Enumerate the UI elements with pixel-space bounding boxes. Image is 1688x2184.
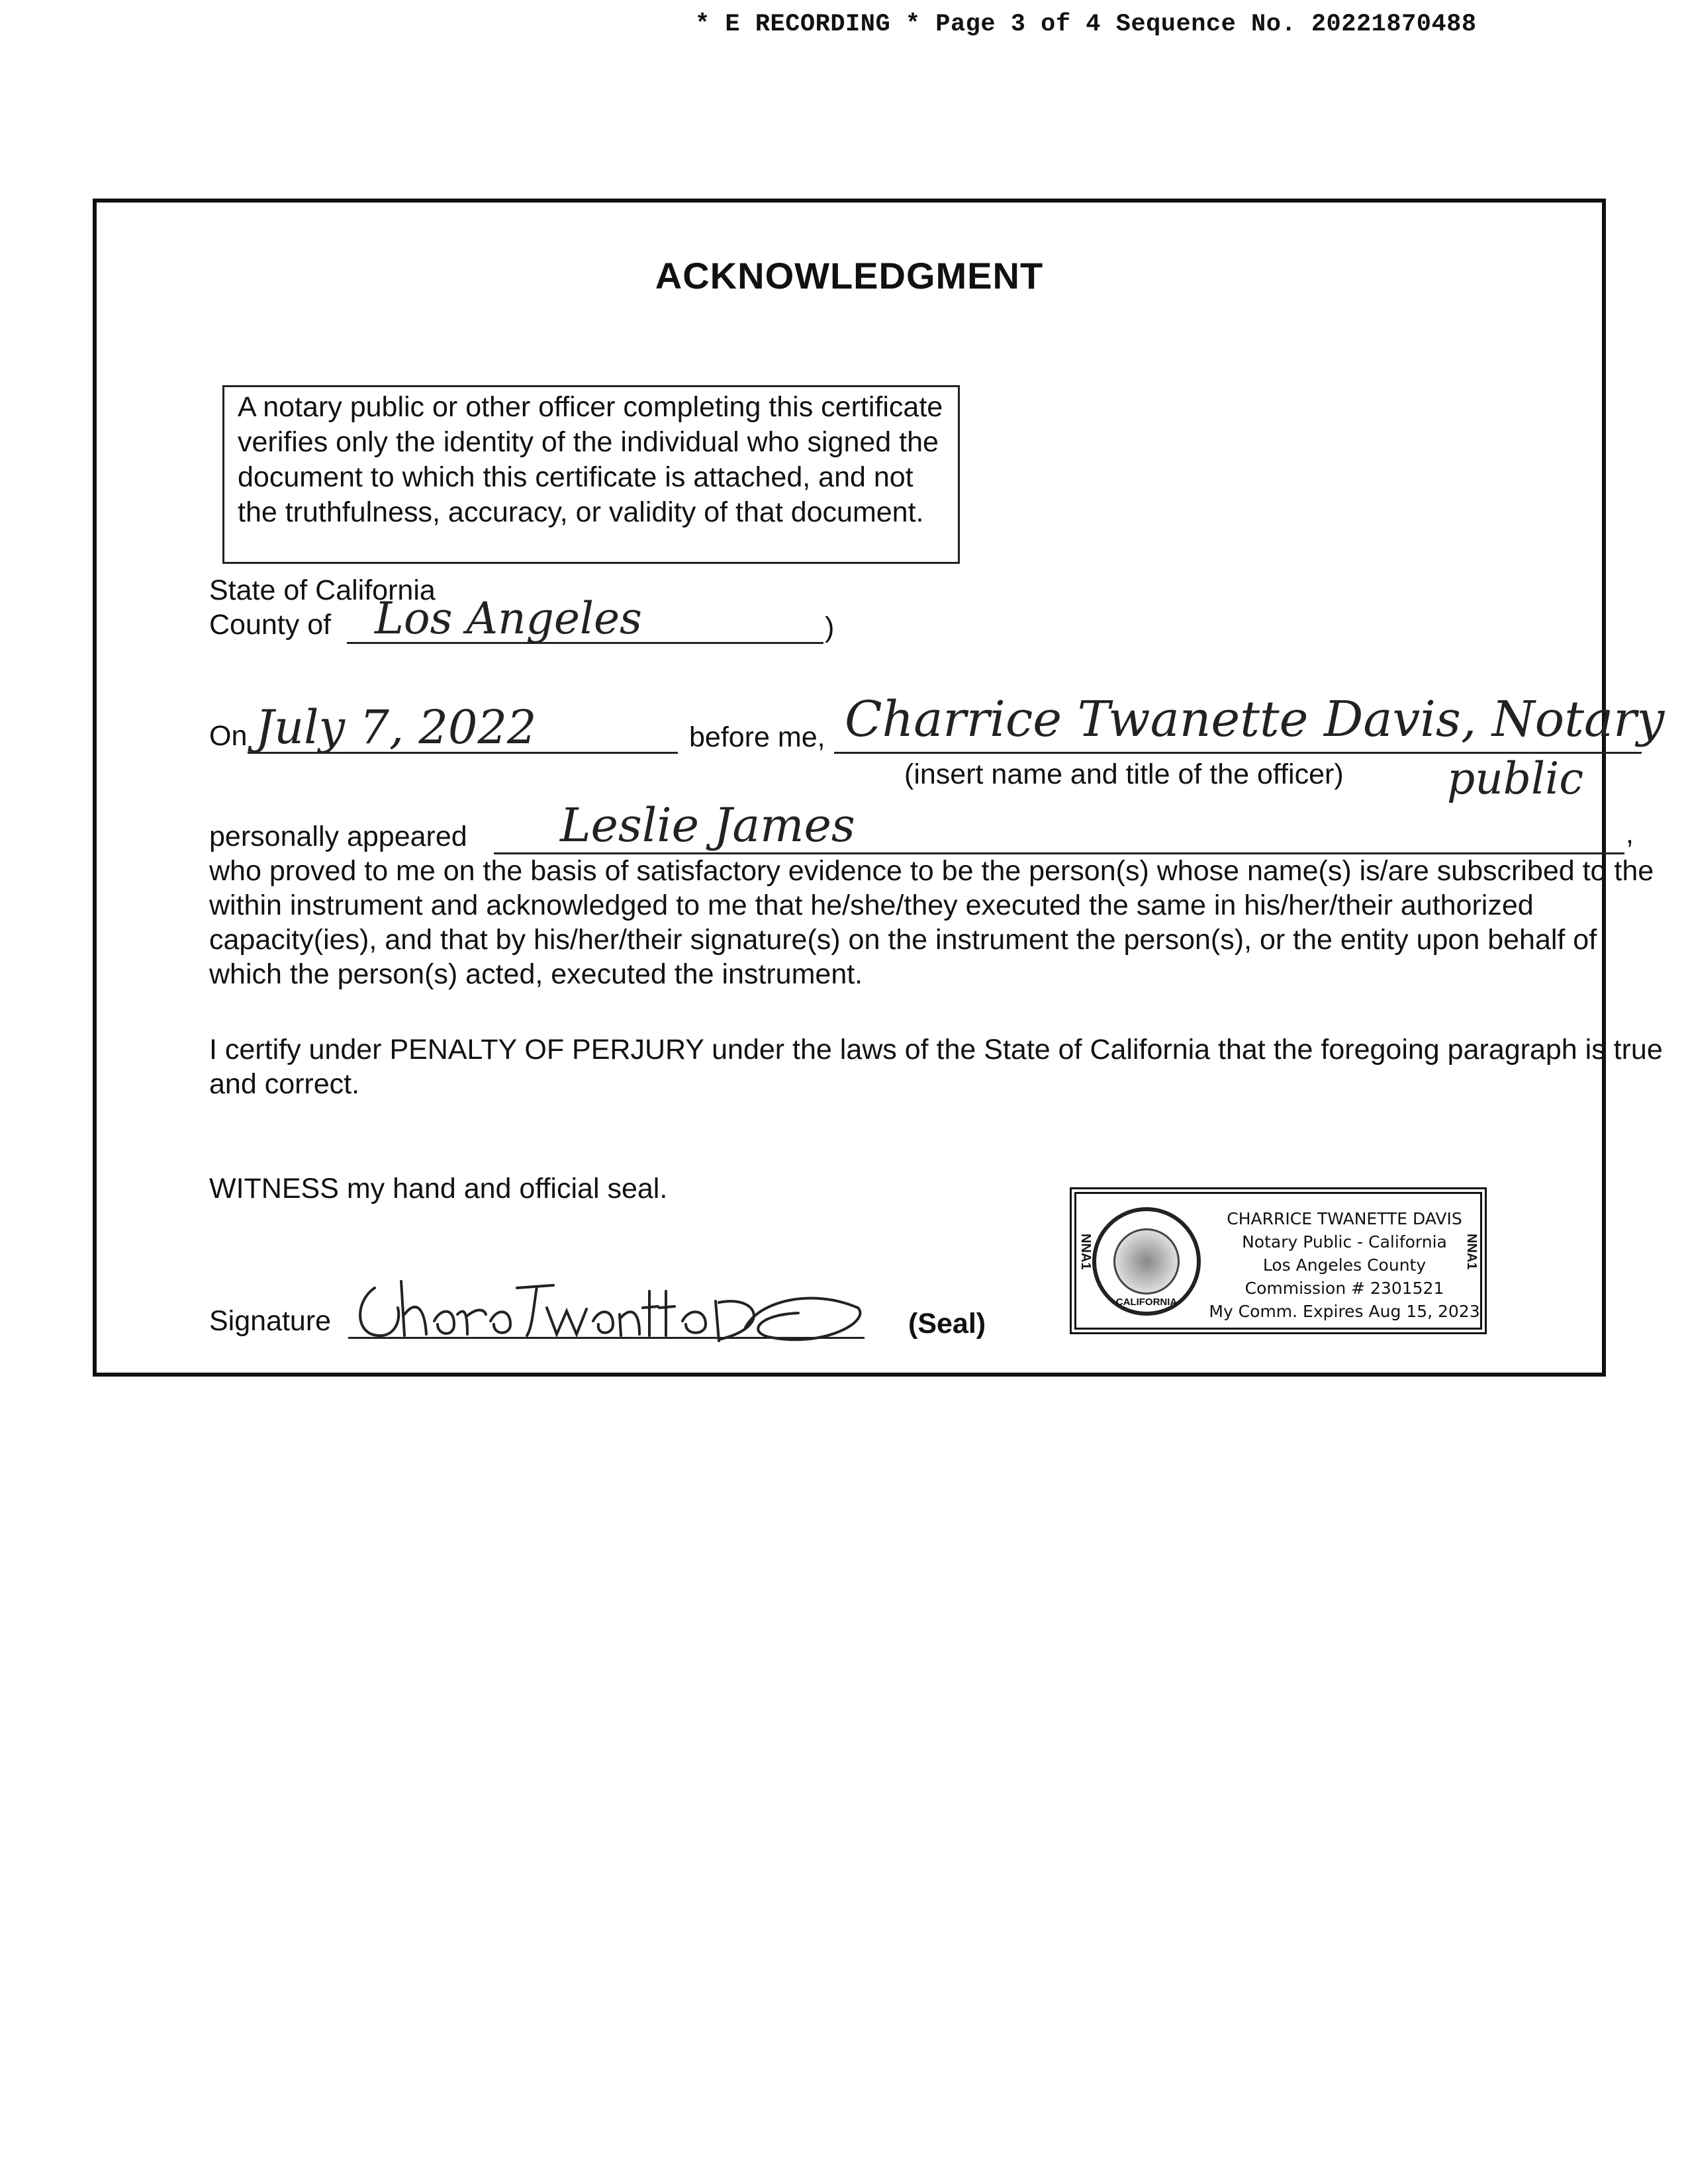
appeared-label: personally appeared xyxy=(209,821,467,852)
witness-line: WITNESS my hand and official seal. xyxy=(209,1173,668,1205)
officer-handwritten-cont: public xyxy=(1447,753,1584,804)
officer-hint: (insert name and title of the officer) xyxy=(904,758,1344,790)
seal-expires: My Comm. Expires Aug 15, 2023 xyxy=(1209,1302,1480,1321)
seal-text-block xyxy=(1209,1207,1480,1323)
before-me-label: before me, xyxy=(689,721,825,753)
appeared-handwritten: Leslie James xyxy=(560,798,855,852)
seal-label: (Seal) xyxy=(908,1308,986,1340)
seal-county: Los Angeles County xyxy=(1262,1255,1427,1275)
certify-paragraph: I certify under PENALTY OF PERJURY under the laws of the State of California that the foregoing paragraph is true and correct. xyxy=(209,1034,1663,1100)
appeared-comma: , xyxy=(1626,818,1634,850)
county-handwritten: Los Angeles xyxy=(375,593,642,644)
signature-handwritten xyxy=(348,1261,878,1354)
disclaimer-box: A notary public or other officer completing this certificate verifies only the identity of the individual who signed the document to which this certificate is attached, and not the truthfulness, accuracy, or validity of that document. xyxy=(222,385,960,564)
seal-side-left: NNA1 xyxy=(1078,1234,1093,1270)
notary-seal-stamp xyxy=(1070,1187,1487,1334)
county-label: County of xyxy=(209,609,332,641)
seal-notary-title: Notary Public - California xyxy=(1242,1232,1447,1251)
date-handwritten: July 7, 2022 xyxy=(256,700,537,754)
state-seal-emblem xyxy=(1092,1207,1201,1316)
seal-side-right: NNA1 xyxy=(1464,1234,1479,1270)
seal-notary-name: CHARRICE TWANETTE DAVIS xyxy=(1227,1209,1462,1228)
seal-commission: Commission # 2301521 xyxy=(1244,1279,1444,1298)
acknowledgment-form xyxy=(93,199,1665,1377)
signature-label: Signature xyxy=(209,1305,332,1337)
seal-emblem-bottom-text: CALIFORNIA xyxy=(1115,1297,1178,1308)
on-label: On xyxy=(209,720,248,752)
county-close-paren: ) xyxy=(825,612,835,643)
seal-emblem-icon xyxy=(1113,1228,1180,1295)
body-paragraph: who proved to me on the basis of satisfactory evidence to be the person(s) whose name(s) is/are subscribed to the within instrument and acknowledged to me that he/she/they executed the same in his/her/their authorized capacity(ies), and that by his/her/their signature(s) on the instrument the person(s), or the entity upon behalf of which the person(s) acted, executed the instrument. xyxy=(209,855,1654,990)
form-title: ACKNOWLEDGMENT xyxy=(655,255,1044,296)
state-line: State of California xyxy=(209,574,436,606)
recording-header: * E RECORDING * Page 3 of 4 Sequence No. 20221870488 xyxy=(695,11,1477,38)
officer-handwritten: Charrice Twanette Davis, Notary xyxy=(845,691,1665,748)
